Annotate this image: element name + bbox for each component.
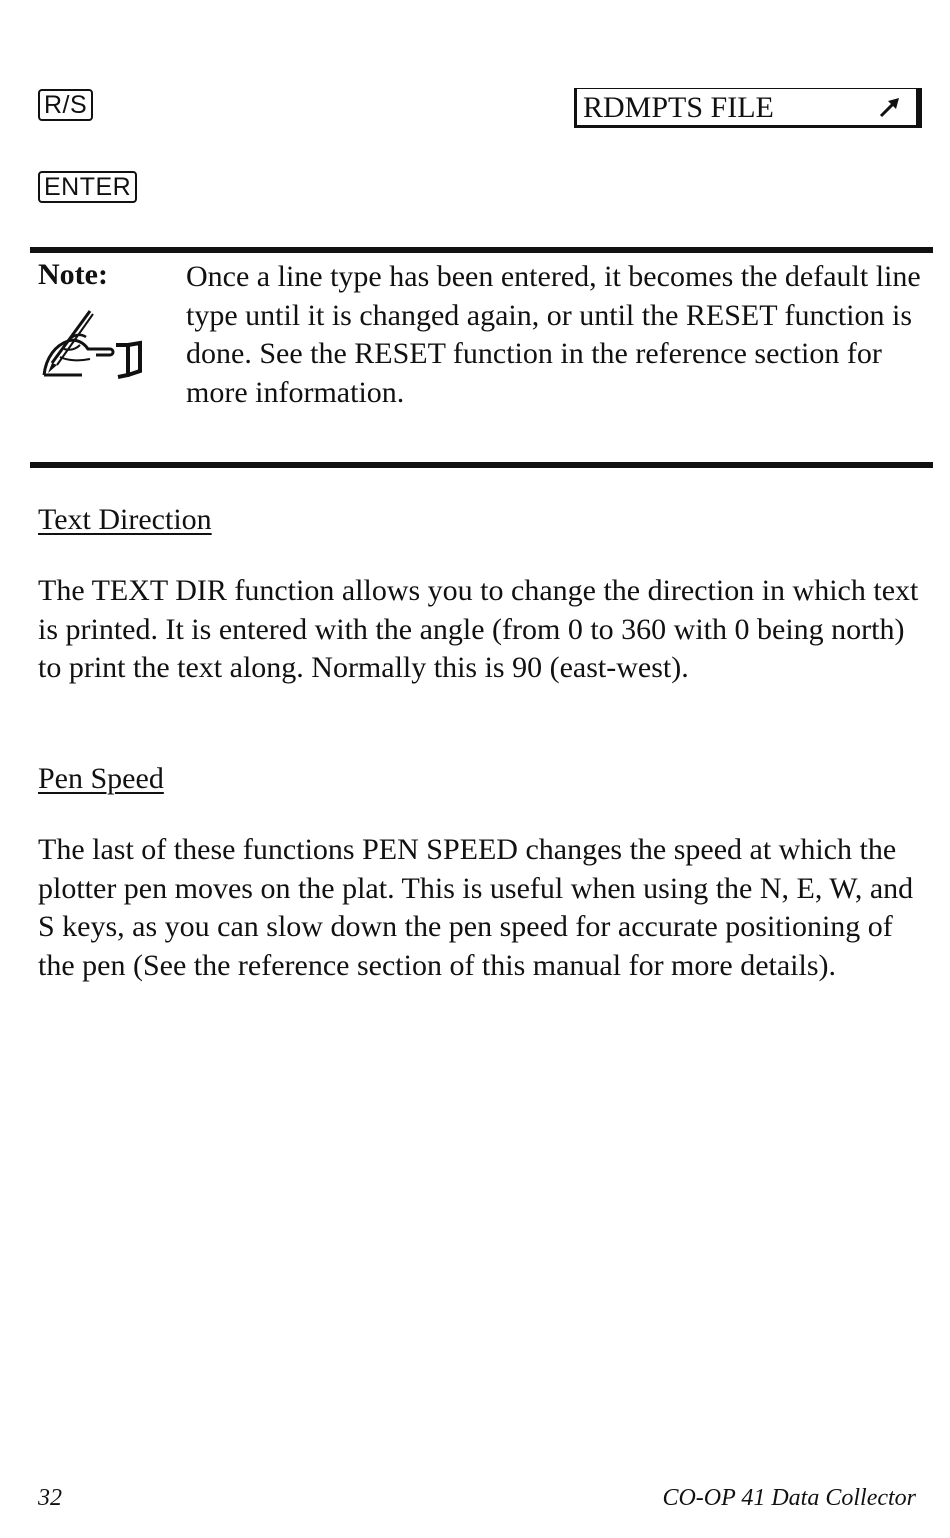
calculator-display — [574, 88, 922, 128]
rs-key: R/S — [38, 89, 93, 121]
writing-hand-icon — [38, 305, 148, 381]
book-title: CO-OP 41 Data Collector — [662, 1485, 916, 1511]
display-text: RDMPTS FILE — [583, 91, 774, 124]
section-body-pen-speed: The last of these functions PEN SPEED changes the speed at which the plotter pen moves on the plat. This is useful when using the N, E, W, and S keys, as you can slow down the pen speed for accurate positioning of the pen (See the reference section of this manual for more details). — [38, 833, 914, 982]
section-heading-pen-speed: Pen Speed — [38, 762, 164, 795]
note-bottom-rule — [30, 462, 933, 468]
note-text: Once a line type has been entered, it becomes the default line type until it is changed again, or until the RESET function is done. See the RESET function in the reference section for more information. — [186, 260, 921, 409]
note-label: Note: — [38, 258, 108, 291]
arrow-up-right-icon — [878, 95, 902, 119]
section-heading-text-direction: Text Direction — [38, 503, 212, 536]
page-number: 32 — [38, 1485, 62, 1511]
section-body-text-direction: The TEXT DIR function allows you to change the direction in which text is printed. It is entered with the angle (from 0 to 360 with 0 being north) to print the text along. Normally this is 90 (east-west). — [38, 574, 919, 684]
note-top-rule — [30, 247, 933, 253]
enter-key: ENTER — [38, 171, 137, 203]
